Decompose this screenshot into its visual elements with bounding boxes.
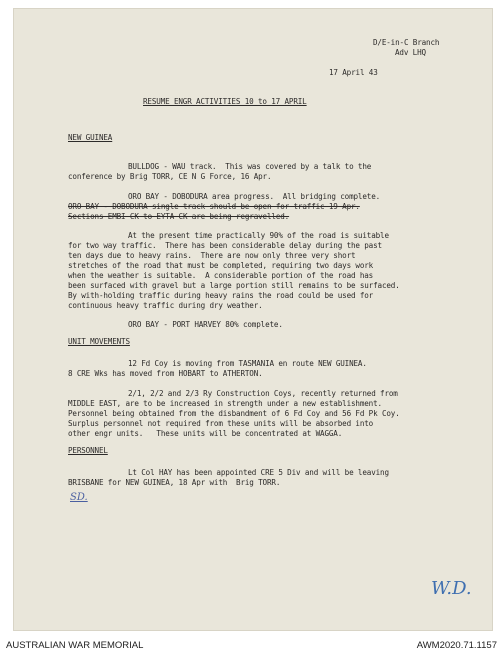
road-para-line-2: for two way traffic. There has been considerable delay during the past [68, 241, 382, 250]
road-para-line-6: been surfaced with gravel but a large portion still remains to be surfaced. [68, 281, 400, 290]
handwritten-initials: SD. [70, 492, 88, 503]
ry-coys-line-1: 2/1, 2/2 and 2/3 Ry Construction Coys, recently returned from [128, 389, 398, 398]
road-para-line-4: stretches of the road that must be completed, requiring two days work [68, 261, 374, 270]
ry-coys-line-3: Personnel being obtained from the disbandment of 6 Fd Coy and 56 Fd Pk Coy. [68, 409, 400, 418]
road-para-line-5: when the weather is suitable. A considerable portion of the road has [68, 271, 374, 280]
bulldog-line-1: BULLDOG - WAU track. This was covered by a talk to the [128, 162, 372, 171]
document-date: 17 April 43 [329, 68, 378, 77]
footer-reference: AWM2020.71.1157 [416, 640, 497, 651]
ry-coys-line-5: other engr units. These units will be concentrated at WAGGA. [68, 429, 343, 438]
footer-source: AUSTRALIAN WAR MEMORIAL [6, 640, 144, 651]
road-para-line-1: At the present time practically 90% of the road is suitable [128, 231, 389, 240]
oro-bay-line-1: ORO BAY - DOBODURA area progress. All bridging complete. [128, 192, 381, 201]
ry-coys-line-2: MIDDLE EAST, are to be increased in strength under a new establishment. [68, 399, 382, 408]
branch-label: D/E-in-C Branch [373, 38, 440, 47]
section-heading-unit-movements: UNIT MOVEMENTS [68, 337, 130, 346]
hq-label: Adv LHQ [395, 48, 426, 57]
road-para-line-3: ten days due to heavy rains. There are now only three very short [68, 251, 356, 260]
oro-bay-struck-line-1: ORO BAY - DOBODURA single track should be open for traffic 19 Apr. [68, 202, 360, 211]
unit-movements-line-2: 8 CRE Wks has moved from HOBART to ATHERTON. [68, 369, 263, 378]
section-heading-new-guinea: NEW GUINEA [68, 133, 113, 142]
port-harvey-line: ORO BAY - PORT HARVEY 80% complete. [128, 320, 283, 329]
road-para-line-8: continuous heavy traffic during dry weather. [68, 301, 263, 310]
oro-bay-struck-line-2: Sections EMBI CK to EYTA CK are being regravelled. [68, 212, 290, 221]
handwritten-margin-note: W.D. [431, 578, 472, 599]
road-para-line-7: By with-holding traffic during heavy rains the road could be used for [68, 291, 374, 300]
section-heading-personnel: PERSONNEL [68, 446, 108, 455]
document-title: RESUME ENGR ACTIVITIES 10 to 17 APRIL [143, 97, 307, 106]
unit-movements-line-1: 12 Fd Coy is moving from TASMANIA en route NEW GUINEA. [128, 359, 367, 368]
ry-coys-line-4: Surplus personnel not required from these units will be absorbed into [68, 419, 374, 428]
bulldog-line-2: conference by Brig TORR, CE N G Force, 16 Apr. [68, 172, 272, 181]
personnel-line-2: BRISBANE for NEW GUINEA, 18 Apr with Brig TORR. [68, 478, 281, 487]
personnel-line-1: Lt Col HAY has been appointed CRE 5 Div and will be leaving [128, 468, 389, 477]
